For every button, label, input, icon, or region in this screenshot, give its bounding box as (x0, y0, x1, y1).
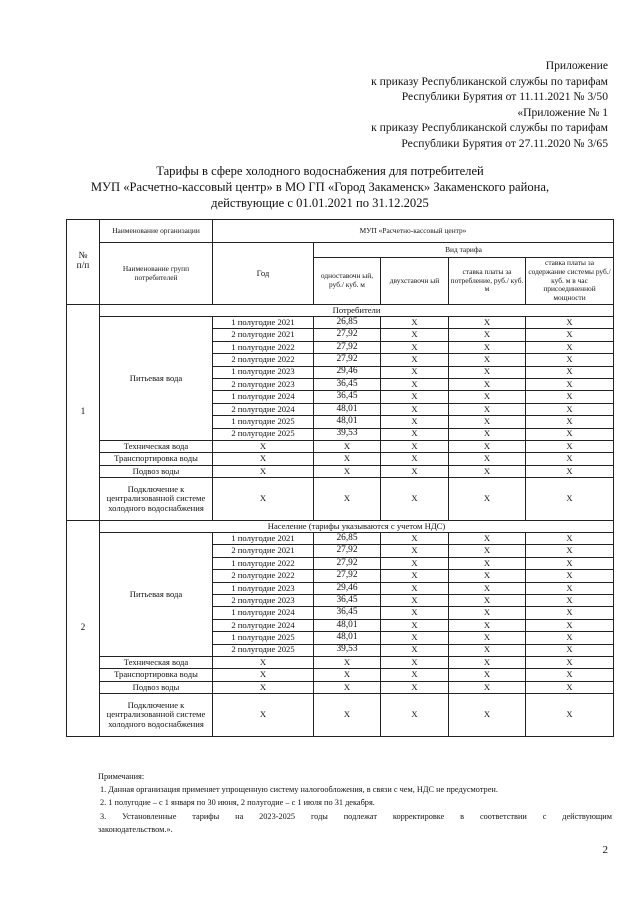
two-part-cell: Х (381, 632, 449, 644)
two-part-cell: Х (381, 582, 449, 594)
maintenance-rate-cell: Х (526, 557, 614, 569)
x-cell: Х (526, 478, 614, 521)
x-cell: Х (381, 656, 449, 668)
two-part-cell: Х (381, 428, 449, 440)
col-header-year: Год (213, 243, 314, 305)
one-part-tariff-value: 36,45 (314, 378, 381, 390)
two-part-cell: Х (381, 595, 449, 607)
two-part-cell: Х (381, 354, 449, 366)
note-item: 1. Данная организация применяет упрощенную систему налогообложения, в связи с чем, НДС не предусмотрен. (100, 785, 498, 795)
two-part-cell: Х (381, 317, 449, 329)
period-cell: 2 полугодие 2022 (213, 354, 314, 366)
page-number: 2 (602, 844, 608, 856)
two-part-cell: Х (381, 533, 449, 545)
maintenance-rate-cell: Х (526, 533, 614, 545)
x-cell: Х (314, 669, 381, 681)
two-part-cell: Х (381, 329, 449, 341)
consumption-rate-cell: Х (449, 341, 526, 353)
x-cell: Х (449, 681, 526, 693)
consumption-rate-cell: Х (449, 391, 526, 403)
consumption-rate-cell: Х (449, 378, 526, 390)
section-number: 2 (67, 521, 100, 737)
period-cell: 2 полугодие 2024 (213, 403, 314, 415)
x-cell: Х (381, 465, 449, 477)
two-part-cell: Х (381, 619, 449, 631)
x-cell: Х (381, 694, 449, 737)
two-part-cell: Х (381, 403, 449, 415)
consumption-rate-cell: Х (449, 582, 526, 594)
service-label: Транспортировка воды (100, 453, 213, 465)
x-cell: Х (449, 694, 526, 737)
table-row (67, 440, 614, 452)
header-line: «Приложение № 1 (517, 105, 608, 119)
maintenance-rate-cell: Х (526, 403, 614, 415)
consumption-rate-cell: Х (449, 416, 526, 428)
x-cell: Х (314, 694, 381, 737)
note-item: 3. Установленные тарифы на 2023-2025 годы подлежат корректировке в соответствии с действующим (100, 811, 612, 821)
service-label: Техническая вода (100, 440, 213, 452)
x-cell: Х (449, 440, 526, 452)
two-part-cell: Х (381, 391, 449, 403)
maintenance-rate-cell: Х (526, 582, 614, 594)
consumption-rate-cell: Х (449, 632, 526, 644)
period-cell: 2 полугодие 2021 (213, 329, 314, 341)
period-cell: 2 полугодие 2023 (213, 595, 314, 607)
x-cell: Х (314, 440, 381, 452)
header-line: Республики Бурятия от 27.11.2020 № 3/65 (401, 136, 608, 150)
x-cell: Х (449, 465, 526, 477)
period-cell: 1 полугодие 2023 (213, 366, 314, 378)
one-part-tariff-value: 27,92 (314, 329, 381, 341)
notes-heading: Примечания: (98, 772, 145, 781)
period-cell: 2 полугодие 2025 (213, 428, 314, 440)
x-cell: Х (526, 440, 614, 452)
one-part-tariff-value: 27,92 (314, 545, 381, 557)
col-header-two-part: двухставочн ый (381, 258, 449, 305)
maintenance-rate-cell: Х (526, 378, 614, 390)
x-cell: Х (526, 694, 614, 737)
consumption-rate-cell: Х (449, 354, 526, 366)
col-header-consumption-rate: ставка платы за потребление, руб./ куб. м (449, 258, 526, 305)
period-cell: 2 полугодие 2021 (213, 545, 314, 557)
x-cell: Х (449, 656, 526, 668)
notes (100, 770, 612, 836)
two-part-cell: Х (381, 378, 449, 390)
table-row (67, 478, 614, 521)
header-line: Приложение (545, 59, 608, 72)
x-cell: Х (314, 681, 381, 693)
drinking-water-label: Питьевая вода (100, 317, 213, 441)
period-cell: 2 полугодие 2024 (213, 619, 314, 631)
x-cell: Х (526, 656, 614, 668)
one-part-tariff-value: 26,85 (314, 533, 381, 545)
one-part-tariff-value: 48,01 (314, 403, 381, 415)
period-cell: 1 полугодие 2021 (213, 317, 314, 329)
x-cell: Х (526, 453, 614, 465)
maintenance-rate-cell: Х (526, 619, 614, 631)
x-cell: Х (213, 440, 314, 452)
service-label: Подключение к централизованной системе холодного водоснабжения (100, 694, 213, 737)
period-cell: 2 полугодие 2022 (213, 570, 314, 582)
one-part-tariff-value: 39,53 (314, 428, 381, 440)
col-header-consumer-group: Наименование групп потребителей (100, 243, 213, 305)
one-part-tariff-value: 36,45 (314, 607, 381, 619)
period-cell: 1 полугодие 2022 (213, 341, 314, 353)
consumption-rate-cell: Х (449, 428, 526, 440)
maintenance-rate-cell: Х (526, 317, 614, 329)
two-part-cell: Х (381, 545, 449, 557)
maintenance-rate-cell: Х (526, 391, 614, 403)
consumption-rate-cell: Х (449, 533, 526, 545)
service-label: Техническая вода (100, 656, 213, 668)
one-part-tariff-value: 27,92 (314, 354, 381, 366)
x-cell: Х (381, 681, 449, 693)
x-cell: Х (381, 478, 449, 521)
service-label: Подвоз воды (100, 681, 213, 693)
col-header-tariff-kind: Вид тарифа (314, 243, 614, 258)
col-header-one-part: одноставочн ый, руб./ куб. м (314, 258, 381, 305)
period-cell: 2 полугодие 2023 (213, 378, 314, 390)
period-cell: 2 полугодие 2025 (213, 644, 314, 656)
maintenance-rate-cell: Х (526, 416, 614, 428)
header-line: к приказу Республиканской службы по тарифам (371, 74, 608, 88)
maintenance-rate-cell: Х (526, 644, 614, 656)
x-cell: Х (314, 453, 381, 465)
section-title: Потребители (100, 305, 614, 317)
section-title-row (67, 521, 614, 533)
maintenance-rate-cell: Х (526, 354, 614, 366)
period-cell: 1 полугодие 2025 (213, 416, 314, 428)
section-title-row (67, 305, 614, 317)
note-item: 2. 1 полугодие – с 1 января по 30 июня, 2 полугодие – с 1 июля по 31 декабря. (100, 798, 375, 808)
one-part-tariff-value: 29,46 (314, 366, 381, 378)
maintenance-rate-cell: Х (526, 341, 614, 353)
x-cell: Х (526, 681, 614, 693)
document-header (371, 58, 608, 152)
table-row (67, 681, 614, 693)
section-number: 1 (67, 305, 100, 521)
two-part-cell: Х (381, 607, 449, 619)
two-part-cell: Х (381, 341, 449, 353)
service-label: Подвоз воды (100, 465, 213, 477)
consumption-rate-cell: Х (449, 329, 526, 341)
col-header-organization: Наименование организации (100, 220, 213, 243)
service-label: Транспортировка воды (100, 669, 213, 681)
header-line: к приказу Республиканской службы по тарифам (371, 121, 608, 135)
period-cell: 1 полугодие 2021 (213, 533, 314, 545)
table-row (67, 533, 614, 545)
x-cell: Х (213, 478, 314, 521)
x-cell: Х (213, 453, 314, 465)
document-title (0, 163, 640, 211)
one-part-tariff-value: 48,01 (314, 619, 381, 631)
x-cell: Х (449, 478, 526, 521)
maintenance-rate-cell: Х (526, 595, 614, 607)
consumption-rate-cell: Х (449, 366, 526, 378)
table-row (67, 465, 614, 477)
x-cell: Х (381, 669, 449, 681)
note-item: законодательством.». (98, 824, 173, 834)
table-row (67, 453, 614, 465)
x-cell: Х (213, 681, 314, 693)
two-part-cell: Х (381, 570, 449, 582)
x-cell: Х (449, 453, 526, 465)
two-part-cell: Х (381, 644, 449, 656)
table-row (67, 656, 614, 668)
x-cell: Х (381, 453, 449, 465)
period-cell: 1 полугодие 2025 (213, 632, 314, 644)
period-cell: 1 полугодие 2023 (213, 582, 314, 594)
col-header-number: № п/п (67, 220, 100, 305)
x-cell: Х (213, 694, 314, 737)
maintenance-rate-cell: Х (526, 329, 614, 341)
two-part-cell: Х (381, 416, 449, 428)
header-line: Республики Бурятия от 11.11.2021 № 3/50 (401, 90, 608, 104)
organization-name: МУП «Расчетно-кассовый центр» (213, 220, 614, 243)
col-header-maintenance-rate: ставка платы за содержание системы руб./куб. м в час присоединенной мощности (526, 258, 614, 305)
two-part-cell: Х (381, 366, 449, 378)
x-cell: Х (526, 465, 614, 477)
one-part-tariff-value: 27,92 (314, 570, 381, 582)
x-cell: Х (213, 656, 314, 668)
consumption-rate-cell: Х (449, 644, 526, 656)
one-part-tariff-value: 48,01 (314, 416, 381, 428)
consumption-rate-cell: Х (449, 607, 526, 619)
x-cell: Х (213, 465, 314, 477)
consumption-rate-cell: Х (449, 570, 526, 582)
maintenance-rate-cell: Х (526, 607, 614, 619)
consumption-rate-cell: Х (449, 595, 526, 607)
maintenance-rate-cell: Х (526, 545, 614, 557)
one-part-tariff-value: 26,85 (314, 317, 381, 329)
one-part-tariff-value: 27,92 (314, 341, 381, 353)
consumption-rate-cell: Х (449, 403, 526, 415)
service-label: Подключение к централизованной системе холодного водоснабжения (100, 478, 213, 521)
consumption-rate-cell: Х (449, 619, 526, 631)
maintenance-rate-cell: Х (526, 428, 614, 440)
period-cell: 1 полугодие 2024 (213, 607, 314, 619)
x-cell: Х (314, 478, 381, 521)
one-part-tariff-value: 48,01 (314, 632, 381, 644)
table-row (67, 669, 614, 681)
x-cell: Х (314, 465, 381, 477)
one-part-tariff-value: 36,45 (314, 595, 381, 607)
maintenance-rate-cell: Х (526, 366, 614, 378)
maintenance-rate-cell: Х (526, 570, 614, 582)
one-part-tariff-value: 27,92 (314, 557, 381, 569)
tariff-table (66, 219, 614, 737)
x-cell: Х (449, 669, 526, 681)
x-cell: Х (314, 656, 381, 668)
one-part-tariff-value: 36,45 (314, 391, 381, 403)
x-cell: Х (526, 669, 614, 681)
consumption-rate-cell: Х (449, 317, 526, 329)
table-row (67, 317, 614, 329)
one-part-tariff-value: 29,46 (314, 582, 381, 594)
section-title: Население (тарифы указываются с учетом НДС) (100, 521, 614, 533)
period-cell: 1 полугодие 2022 (213, 557, 314, 569)
title-line: Тарифы в сфере холодного водоснабжения для потребителей (156, 164, 484, 178)
consumption-rate-cell: Х (449, 545, 526, 557)
title-line: МУП «Расчетно-кассовый центр» в МО ГП «Город Закаменск» Закаменского района, (90, 180, 550, 194)
title-line: действующие с 01.01.2021 по 31.12.2025 (211, 196, 429, 210)
x-cell: Х (381, 440, 449, 452)
two-part-cell: Х (381, 557, 449, 569)
consumption-rate-cell: Х (449, 557, 526, 569)
drinking-water-label: Питьевая вода (100, 533, 213, 657)
table-row (67, 694, 614, 737)
period-cell: 1 полугодие 2024 (213, 391, 314, 403)
one-part-tariff-value: 39,53 (314, 644, 381, 656)
x-cell: Х (213, 669, 314, 681)
maintenance-rate-cell: Х (526, 632, 614, 644)
